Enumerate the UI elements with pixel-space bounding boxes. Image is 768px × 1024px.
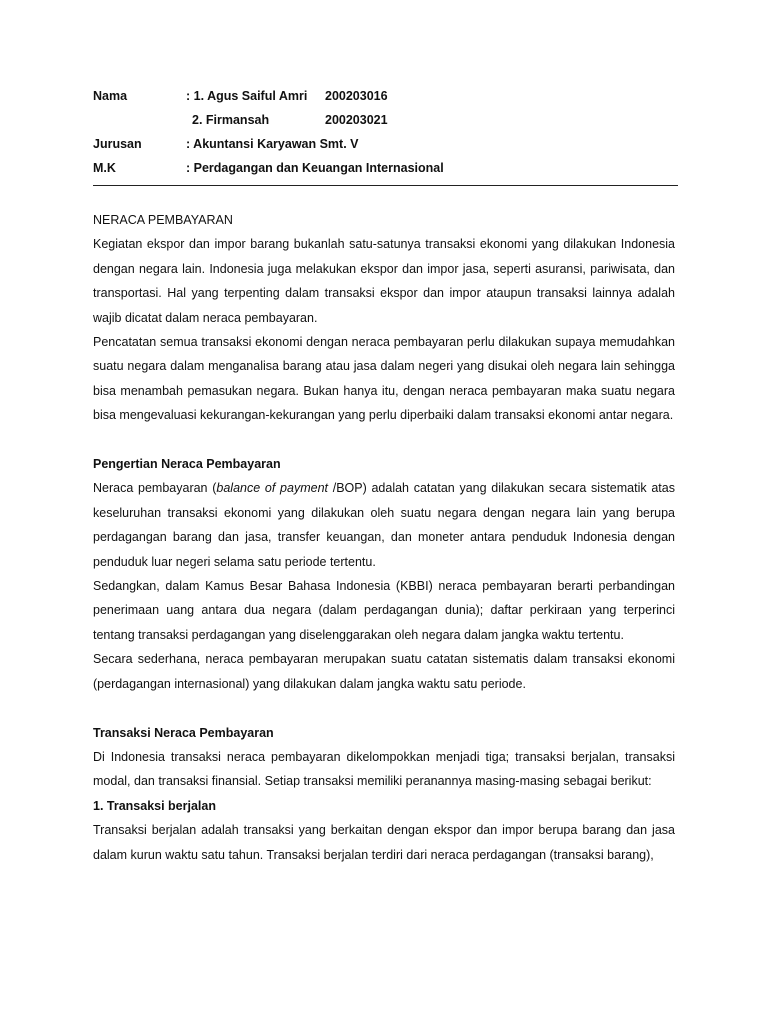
italic-term: balance of payment bbox=[216, 481, 328, 496]
paragraph: Secara sederhana, neraca pembayaran merupakan suatu catatan sistematis dalam transaksi ekonomi (perdagangan internasional) yang dilakukan dalam jangka waktu satu periode. bbox=[93, 652, 675, 691]
jurusan-value: : Akuntansi Karyawan Smt. V bbox=[186, 137, 359, 151]
paragraph bbox=[93, 476, 675, 574]
header-row-jurusan bbox=[93, 134, 678, 158]
text-run: Neraca pembayaran ( bbox=[93, 481, 217, 496]
section-title-neraca: NERACA PEMBAYARAN bbox=[93, 213, 233, 227]
subsection-title-transaksi-berjalan: 1. Transaksi berjalan bbox=[93, 798, 216, 813]
nama-value-1: : 1. Agus Saiful Amri bbox=[186, 89, 308, 103]
header-row-nama-2 bbox=[93, 110, 678, 134]
paragraph: Kegiatan ekspor dan impor barang bukanlah satu-satunya transaksi ekonomi yang dilakukan Indonesia dengan negara lain. Indonesia juga melakukan ekspor dan impor jasa, seperti asuransi, pariwisata, dan transportasi. Hal yang terpenting dalam transaksi ekspor dan impor ataupun transaksi lainnya adalah wajib dicatat dalam neraca pembayaran. bbox=[93, 237, 675, 325]
paragraph: Di Indonesia transaksi neraca pembayaran dikelompokkan menjadi tiga; transaksi berjalan, transaksi modal, dan transaksi finansial. Setiap transaksi memiliki peranannya masing-masing sebagai berikut: bbox=[93, 749, 675, 789]
paragraph: Transaksi berjalan adalah transaksi yang berkaitan dengan ekspor dan impor berupa barang dan jasa dalam kurun waktu satu tahun. Transaksi berjalan terdiri dari neraca perdagangan (transaksi barang), bbox=[93, 823, 675, 862]
nama-label: Nama bbox=[93, 89, 128, 103]
jurusan-label: Jurusan bbox=[93, 137, 142, 151]
paragraph: Pencatatan semua transaksi ekonomi dengan neraca pembayaran perlu dilakukan supaya memudahkan suatu negara dalam menganalisa barang atau jasa dalam negeri yang disukai oleh negara lain sehingga bisa menambah pemasukan negara. Bukan hanya itu, dengan neraca pembayaran maka suatu negara bisa mengevaluasi kekurangan-kekurangan yang perlu diperbaiki dalam transaksi ekonomi antar negara. bbox=[93, 335, 675, 423]
document-body bbox=[93, 208, 675, 867]
spacer bbox=[93, 428, 675, 452]
header-row-mk bbox=[93, 158, 678, 182]
header-row-nama bbox=[93, 86, 678, 110]
section-title-transaksi: Transaksi Neraca Pembayaran bbox=[93, 725, 274, 740]
section-title-pengertian: Pengertian Neraca Pembayaran bbox=[93, 457, 281, 472]
mk-value: : Perdagangan dan Keuangan Internasional bbox=[186, 161, 444, 175]
mk-label: M.K bbox=[93, 161, 116, 175]
header-divider bbox=[93, 185, 678, 186]
identity-header bbox=[93, 86, 678, 182]
nama-value-2: 2. Firmansah bbox=[192, 113, 270, 127]
paragraph: Sedangkan, dalam Kamus Besar Bahasa Indonesia (KBBI) neraca pembayaran berarti perbandingan penerimaan uang antara dua negara (dalam perdagangan dunia); daftar perkiraan yang terperinci tentang transaksi perdagangan yang diselenggarakan oleh negara dalam jangka waktu tertentu. bbox=[93, 579, 675, 642]
spacer bbox=[93, 696, 675, 720]
nim-value-1: 200203016 bbox=[325, 89, 388, 103]
nim-value-2: 200203021 bbox=[325, 113, 388, 127]
text-run: /BOP) adalah catatan yang dilakukan secara sistematik atas keseluruhan transaksi ekonomi yang dilakukan oleh suatu negara dengan negara lain yang berupa perdagangan barang dan jasa, transfer keuangan, dan moneter antara penduduk Indonesia dengan penduduk luar negeri selama satu periode tertentu. bbox=[93, 481, 675, 569]
